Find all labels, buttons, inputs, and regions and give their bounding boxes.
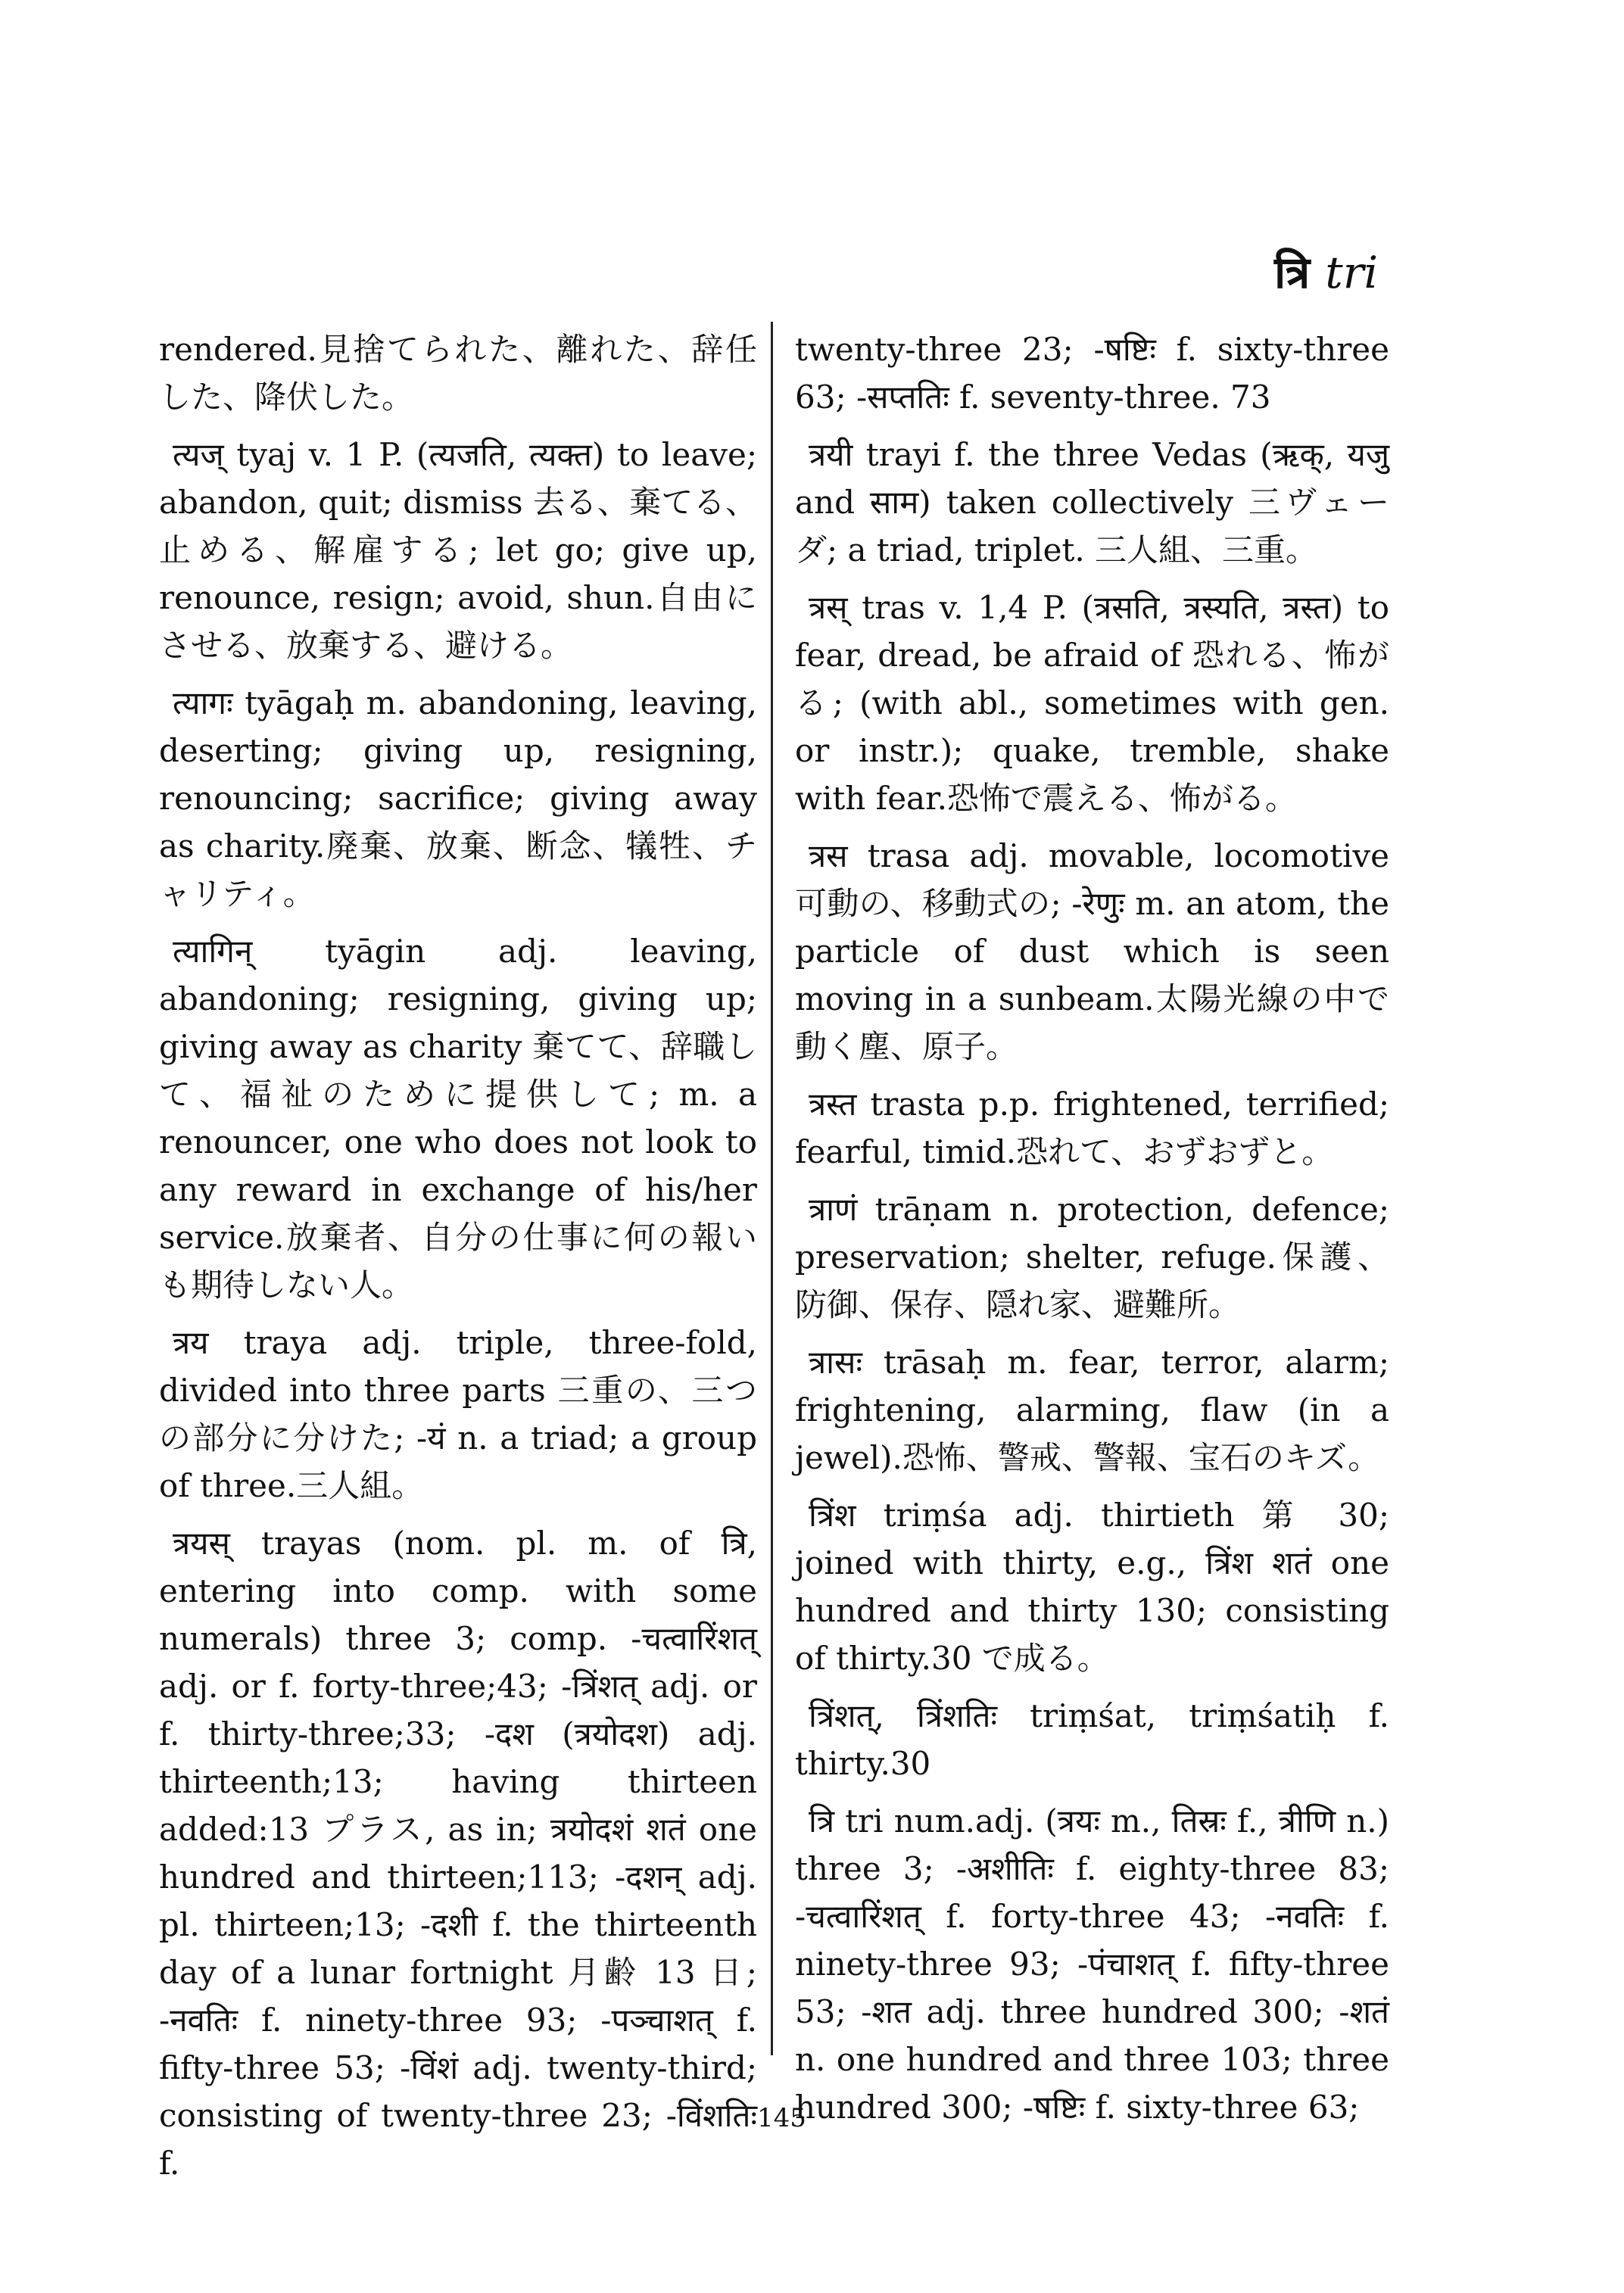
entry-trasta: त्रस्त trasta p.p. frightened, terrified; fearful, timid.恐れて、おずおずと。 [795, 1086, 1389, 1170]
entry-trasah: त्रासः trāsaḥ m. fear, terror, alarm; frightening, alarming, flaw (in a jewel).恐怖、警戒、警報、宝石のキズ。 [795, 1344, 1389, 1476]
entry-continuation: rendered.見捨てられた、離れた、辞任した、降伏した。 [159, 331, 757, 416]
entry-traya: त्रय traya adj. triple, three-fold, divided into three parts 三重の、三つの部分に分けた; -यं n. a triad; a group of three.三人組。 [159, 1324, 757, 1504]
entry-trayas: त्रयस् trayas (nom. pl. m. of त्रि, entering into comp. with some numerals) three 3; comp. -चत्वारिंशत् adj. or f. forty-three;43; -त्रिंशत् adj. or f. thirty-three;33; -दश (त्रयोदश) adj. thirteenth;13; having thirteen added:13 プラス, as in; त्रयोदशं शतं one hundred and thirteen;113; -दशन् adj. pl. thirteen;13; -दशी f. the thirteenth day of a lunar fortnight 月齢 13 日; -नवतिः f. ninety-three 93; -पञ्चाशत् f. fifty-three 53; -विंशं adj. twenty-third; consisting of twenty-three 23; -विंशतिः f. [159, 1525, 757, 2182]
running-head-translit: tri [1325, 247, 1378, 298]
column-divider [771, 322, 773, 2055]
entry-trasa: त्रस trasa adj. movable, locomotive 可動の、移動式の; -रेणुः m. an atom, the particle of dust which is seen moving in a sunbeam.太陽光線の中で動く塵、原子。 [795, 837, 1389, 1065]
entry-tri: त्रि tri num.adj. (त्रयः m., तिस्रः f., त्रीणि n.) three 3; -अशीतिः f. eighty-three 83; -चत्वारिंशत् f. forty-three 43; -नवतिः f. ninety-three 93; -पंचाशत् f. fifty-three 53; -शत adj. three hundred 300; -शतं n. one hundred and three 103; three hundred 300; -षष्टिः f. sixty-three 63; [795, 1802, 1389, 2126]
entry-trimsat: त्रिंशत्, त्रिंशतिः triṃśat, triṃśatiḥ f. thirty.30 [795, 1697, 1389, 1782]
entry-trayi: त्रयी trayi f. the three Vedas (ऋक्, यजु and साम) taken collectively 三ヴェーダ; a triad, triplet. 三人組、三重。 [795, 436, 1389, 569]
entry-tranam: त्राणं trāṇam n. protection, defence; preservation; shelter, refuge.保護、防御、保存、隠れ家、避難所。 [795, 1191, 1389, 1323]
entry-tras: त्रस् tras v. 1,4 P. (त्रसति, त्रस्यति, त्रस्त) to fear, dread, be afraid of 恐れる、怖がる; (with abl., sometimes with gen. or instr.); quake, tremble, shake with fear.恐怖で震える、怖がる。 [795, 589, 1389, 817]
entry-continuation: twenty-three 23; -षष्टिः f. sixty-three 63; -सप्ततिः f. seventy-three. 73 [795, 331, 1389, 416]
entry-tyagin: त्यागिन् tyāgin adj. leaving, abandoning; resigning, giving up; giving away as charity 棄てて、辞職して、福祉のために提供して; m. a renouncer, one who does not look to any reward in exchange of his/her service.放棄者、自分の仕事に何の報いも期待しない人。 [159, 933, 757, 1304]
running-head [1274, 241, 1378, 301]
entry-tyagah: त्यागः tyāgaḥ m. abandoning, leaving, deserting; giving up, resigning, renouncing; sacrifice; giving away as charity.廃棄、放棄、断念、犠牲、チャリティ。 [159, 684, 757, 912]
right-column [795, 326, 1389, 2141]
entry-trimsa: त्रिंश triṃśa adj. thirtieth 第 30; joined with thirty, e.g., त्रिंश शतं one hundred and thirty 130; consisting of thirty.30 で成る。 [795, 1497, 1389, 1677]
left-column [159, 326, 757, 2197]
entry-tyaj: त्यज् tyaj v. 1 P. (त्यजति, त्यक्त) to leave; abandon, quit; dismiss 去る、棄てる、止める、解雇する; let go; give up, renounce, resign; avoid, shun.自由にさせる、放棄する、避ける。 [159, 436, 757, 664]
page-number: 145 [757, 2103, 806, 2133]
running-head-devanagari: त्रि [1274, 247, 1311, 298]
